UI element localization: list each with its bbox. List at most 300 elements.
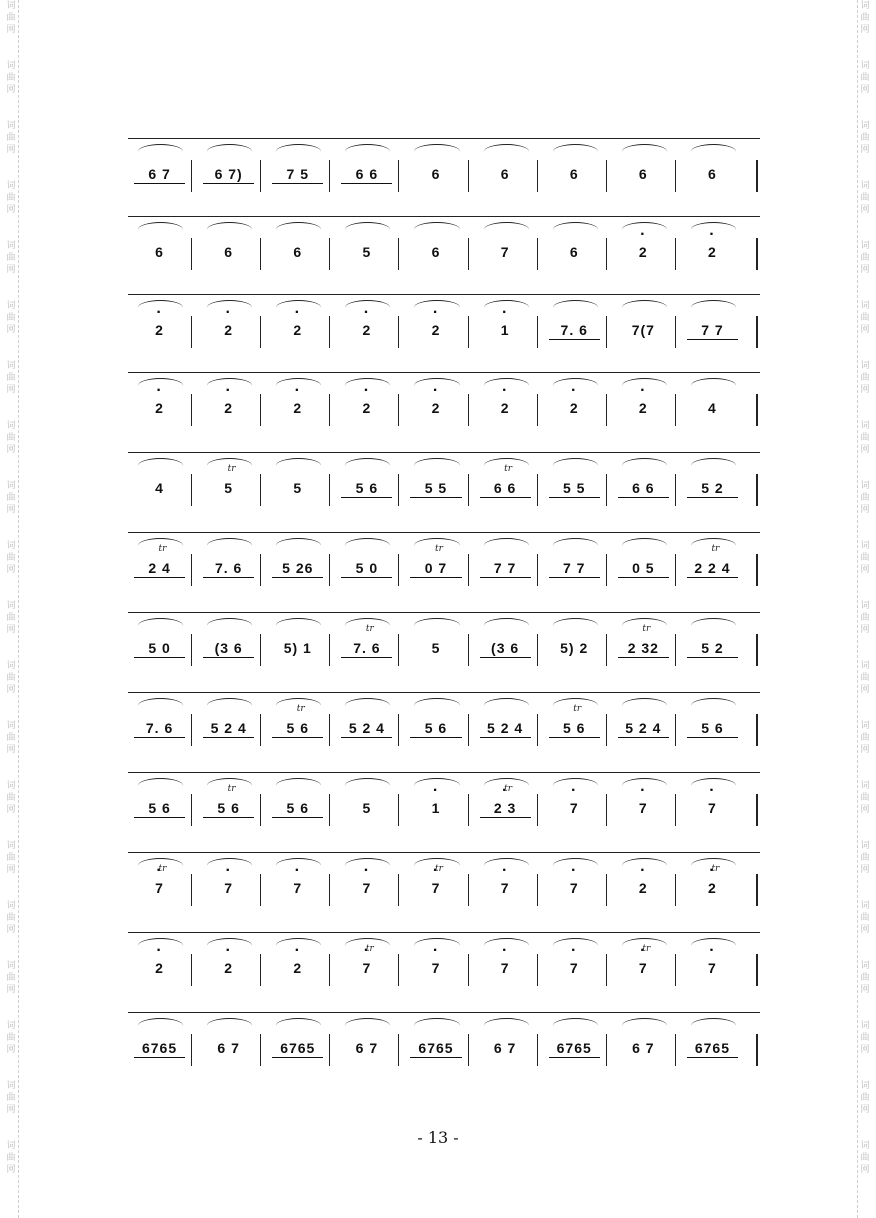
slur-mark — [553, 378, 598, 393]
note: · 2 — [339, 396, 394, 420]
trill-mark: tr — [227, 784, 236, 794]
watermark-text: 词 曲 网 — [860, 121, 870, 155]
slur-mark — [138, 300, 183, 315]
slur-mark — [622, 538, 667, 553]
end-barline — [756, 238, 758, 270]
barline — [468, 634, 469, 666]
slur-mark — [484, 144, 529, 159]
barline — [329, 714, 330, 746]
slur-mark — [414, 618, 459, 633]
slur-mark — [622, 858, 667, 873]
barline — [329, 474, 330, 506]
barline — [468, 554, 469, 586]
note: · 1 — [478, 318, 533, 342]
slur-mark — [414, 698, 459, 713]
note: 5 0 — [339, 556, 394, 580]
slur-mark — [553, 538, 598, 553]
slur-mark — [691, 222, 736, 237]
trill-mark: tr — [711, 864, 720, 874]
barline — [468, 394, 469, 426]
slur-mark — [207, 1018, 252, 1033]
staff-rule — [128, 138, 760, 139]
watermark-text: 词 曲 网 — [860, 301, 870, 335]
note: 5 2 — [685, 476, 740, 500]
barline — [675, 1034, 676, 1066]
barline — [260, 634, 261, 666]
slur-mark — [414, 1018, 459, 1033]
barline — [537, 714, 538, 746]
watermark-text: 词 曲 网 — [6, 301, 16, 335]
slur-mark — [207, 698, 252, 713]
barline — [675, 474, 676, 506]
note: 5 5 — [408, 476, 463, 500]
note: 5 26 — [270, 556, 325, 580]
note: 5 6 — [339, 476, 394, 500]
note: · 2 — [132, 318, 187, 342]
watermark-text: 词 曲 网 — [860, 1021, 870, 1055]
staff-rule — [128, 852, 760, 853]
watermark-text: 词 曲 网 — [860, 361, 870, 395]
watermark-text: 词 曲 网 — [6, 61, 16, 95]
watermark-text: 词 曲 网 — [860, 961, 870, 995]
watermark-text: 词 曲 网 — [860, 541, 870, 575]
barline — [606, 714, 607, 746]
barline — [398, 394, 399, 426]
slur-mark — [345, 144, 390, 159]
slur-mark — [207, 144, 252, 159]
barline — [191, 316, 192, 348]
slur-mark — [138, 378, 183, 393]
watermark-text: 词 曲 网 — [6, 541, 16, 575]
barline — [260, 238, 261, 270]
note: 6 7 — [217, 1040, 240, 1056]
slur-mark — [345, 378, 390, 393]
barline — [398, 160, 399, 192]
barline — [191, 1034, 192, 1066]
watermark-text: 词 曲 网 — [6, 601, 16, 635]
note: 5 6 — [547, 716, 602, 740]
barline — [675, 714, 676, 746]
barline — [675, 634, 676, 666]
barline — [468, 1034, 469, 1066]
barline — [329, 794, 330, 826]
slur-mark — [622, 378, 667, 393]
note: · 2 — [478, 396, 533, 420]
staff-line — [128, 446, 760, 520]
barline — [398, 714, 399, 746]
slur-mark — [138, 698, 183, 713]
slur-mark — [345, 1018, 390, 1033]
slur-mark — [553, 222, 598, 237]
note: 6 7 — [132, 162, 187, 186]
barline — [675, 238, 676, 270]
slur-mark — [553, 458, 598, 473]
slur-mark — [276, 1018, 321, 1033]
barline — [398, 554, 399, 586]
watermark-text: 词 曲 网 — [860, 721, 870, 755]
barline — [329, 954, 330, 986]
watermark-text: 词 曲 网 — [860, 421, 870, 455]
slur-mark — [414, 458, 459, 473]
note: 6 6 — [339, 162, 394, 186]
slur-mark — [414, 378, 459, 393]
slur-mark — [414, 778, 459, 793]
barline — [537, 874, 538, 906]
trill-mark: tr — [642, 944, 651, 954]
note: · 7 — [339, 956, 394, 980]
watermark-text: 词 曲 网 — [860, 181, 870, 215]
note: 5 6 — [408, 716, 463, 740]
end-barline — [756, 714, 758, 746]
barline — [260, 714, 261, 746]
note: 2 4 — [132, 556, 187, 580]
note: · 7 — [547, 876, 602, 900]
end-barline — [756, 160, 758, 192]
watermark-text: 词 曲 网 — [6, 901, 16, 935]
watermark-text: 词 曲 网 — [860, 61, 870, 95]
note: (3 6 — [478, 636, 533, 660]
watermark-text: 词 曲 网 — [6, 841, 16, 875]
note: 4 — [155, 480, 164, 496]
staff-rule — [128, 452, 760, 453]
note: · 2 — [201, 396, 256, 420]
slur-mark — [276, 378, 321, 393]
slur-mark — [138, 1018, 183, 1033]
slur-mark — [622, 698, 667, 713]
note: · 7 — [685, 956, 740, 980]
note: 6 — [155, 244, 164, 260]
note: 5 — [293, 480, 303, 496]
slur-mark — [138, 144, 183, 159]
barline — [398, 474, 399, 506]
barline — [260, 794, 261, 826]
barline — [606, 794, 607, 826]
note: 6765 — [270, 1036, 325, 1060]
staff-line — [128, 926, 760, 1000]
note: · 7 — [270, 876, 325, 900]
slur-mark — [345, 858, 390, 873]
barline — [675, 554, 676, 586]
barline — [537, 1034, 538, 1066]
note: 5 6 — [201, 796, 256, 820]
slur-mark — [484, 300, 529, 315]
staff-rule — [128, 216, 760, 217]
watermark-text: 词 曲 网 — [6, 421, 16, 455]
note: · 7 — [201, 876, 256, 900]
barline — [468, 160, 469, 192]
staff-rule — [128, 692, 760, 693]
barline — [537, 238, 538, 270]
trill-mark: tr — [435, 544, 443, 554]
watermark-text: 词 曲 网 — [860, 841, 870, 875]
barline — [329, 874, 330, 906]
trill-mark: tr — [435, 864, 443, 874]
note: · 2 — [547, 396, 602, 420]
barline — [537, 474, 538, 506]
note: 6765 — [685, 1036, 740, 1060]
slur-mark — [484, 538, 529, 553]
barline — [260, 316, 261, 348]
note: 5) 1 — [283, 640, 312, 656]
slur-mark — [207, 378, 252, 393]
watermark-text: 词 曲 网 — [6, 1021, 16, 1055]
barline — [260, 160, 261, 192]
barline — [191, 634, 192, 666]
watermark-text: 词 曲 网 — [6, 721, 16, 755]
end-barline — [756, 394, 758, 426]
slur-mark — [622, 778, 667, 793]
trill-mark: tr — [365, 624, 374, 634]
note: · 7 — [408, 876, 463, 900]
staff-rule — [128, 532, 760, 533]
barline — [675, 316, 676, 348]
page-number: - 13 - — [417, 1128, 459, 1147]
note: 5 2 4 — [478, 716, 533, 740]
watermark-text: 词 曲 网 — [860, 661, 870, 695]
slur-mark — [276, 144, 321, 159]
note: · 2 — [408, 318, 463, 342]
slur-mark — [276, 458, 321, 473]
watermark-text: 词 曲 网 — [6, 481, 16, 515]
watermark-text: 词 曲 网 — [860, 481, 870, 515]
note: 6 7 — [632, 1040, 655, 1056]
slur-mark — [207, 938, 252, 953]
note: · 7 — [339, 876, 394, 900]
end-barline — [756, 316, 758, 348]
barline — [191, 474, 192, 506]
slur-mark — [691, 618, 736, 633]
trill-mark: tr — [573, 704, 582, 714]
barline — [468, 714, 469, 746]
slur-mark — [138, 778, 183, 793]
note: 6 6 — [616, 476, 671, 500]
note: · 2 3 — [478, 796, 533, 820]
barline — [606, 634, 607, 666]
staff-line — [128, 606, 760, 680]
barline — [398, 874, 399, 906]
trill-mark: tr — [711, 544, 720, 554]
note: 0 5 — [616, 556, 671, 580]
note: 5) 2 — [560, 640, 589, 656]
slur-mark — [276, 778, 321, 793]
note: · 2 — [270, 318, 325, 342]
end-barline — [756, 554, 758, 586]
note: 5 5 — [547, 476, 602, 500]
note: 7. 6 — [547, 318, 602, 342]
slur-mark — [207, 222, 252, 237]
note: · 2 — [685, 240, 740, 264]
trill-mark: tr — [504, 464, 513, 474]
slur-mark — [345, 778, 390, 793]
note: 6 — [500, 166, 510, 182]
staff-line — [128, 288, 760, 362]
note: · 2 — [339, 318, 394, 342]
slur-mark — [484, 1018, 529, 1033]
note: 5 6 — [685, 716, 740, 740]
staff-line — [128, 132, 760, 206]
note: 7 7 — [685, 318, 740, 342]
slur-mark — [691, 458, 736, 473]
barline — [398, 954, 399, 986]
note: · 7 — [478, 956, 533, 980]
barline — [468, 874, 469, 906]
note: · 2 — [270, 956, 325, 980]
note: 5 6 — [270, 716, 325, 740]
barline — [191, 238, 192, 270]
note: · 1 — [408, 796, 463, 820]
barline — [675, 160, 676, 192]
end-barline — [756, 794, 758, 826]
barline — [191, 394, 192, 426]
slur-mark — [484, 938, 529, 953]
watermark-text: 词 曲 网 — [860, 1, 870, 35]
note: · 7 — [616, 796, 671, 820]
staff-rule — [128, 372, 760, 373]
barline — [329, 316, 330, 348]
slur-mark — [553, 1018, 598, 1033]
slur-mark — [414, 222, 459, 237]
barline — [468, 316, 469, 348]
slur-mark — [276, 538, 321, 553]
note: 7 5 — [270, 162, 325, 186]
note: · 7 — [547, 956, 602, 980]
watermark-right — [857, 0, 872, 1218]
barline — [329, 394, 330, 426]
barline — [260, 1034, 261, 1066]
note: 5 2 4 — [201, 716, 256, 740]
note: 6 — [431, 166, 441, 182]
slur-mark — [414, 300, 459, 315]
note: 6765 — [132, 1036, 187, 1060]
slur-mark — [207, 538, 252, 553]
barline — [398, 634, 399, 666]
barline — [537, 394, 538, 426]
note: · 2 — [685, 876, 740, 900]
barline — [468, 474, 469, 506]
slur-mark — [484, 618, 529, 633]
barline — [398, 238, 399, 270]
note: · 2 — [132, 396, 187, 420]
barline — [606, 160, 607, 192]
slur-mark — [553, 144, 598, 159]
barline — [606, 394, 607, 426]
staff-rule — [128, 772, 760, 773]
note: 6 7) — [201, 162, 256, 186]
slur-mark — [691, 938, 736, 953]
slur-mark — [691, 1018, 736, 1033]
slur-mark — [345, 300, 390, 315]
staff-line — [128, 766, 760, 840]
note: 7. 6 — [132, 716, 187, 740]
note: 6 7 — [493, 1040, 517, 1056]
slur-mark — [207, 858, 252, 873]
barline — [329, 160, 330, 192]
end-barline — [756, 634, 758, 666]
barline — [606, 874, 607, 906]
trill-mark: tr — [227, 464, 236, 474]
watermark-text: 词 曲 网 — [6, 1081, 16, 1115]
watermark-text: 词 曲 网 — [6, 781, 16, 815]
slur-mark — [276, 618, 321, 633]
barline — [329, 634, 330, 666]
note: · 2 — [616, 396, 671, 420]
slur-mark — [414, 144, 459, 159]
barline — [675, 394, 676, 426]
note: 5 2 4 — [616, 716, 671, 740]
slur-mark — [345, 458, 390, 473]
staff-line — [128, 366, 760, 440]
trill-mark: tr — [158, 864, 167, 874]
note: 4 — [708, 400, 717, 416]
barline — [537, 316, 538, 348]
note: 5 6 — [132, 796, 187, 820]
barline — [398, 794, 399, 826]
note: · 7 — [408, 956, 463, 980]
note: 5 6 — [270, 796, 325, 820]
barline — [468, 954, 469, 986]
note: 0 7 — [408, 556, 463, 580]
note: · 7 — [685, 796, 740, 820]
slur-mark — [484, 378, 529, 393]
note: 6765 — [547, 1036, 602, 1060]
slur-mark — [622, 222, 667, 237]
barline — [468, 238, 469, 270]
trill-mark: tr — [365, 944, 374, 954]
staff-line — [128, 210, 760, 284]
slur-mark — [553, 778, 598, 793]
barline — [606, 238, 607, 270]
note: · 2 — [132, 956, 187, 980]
staff-rule — [128, 1012, 760, 1013]
watermark-text: 词 曲 网 — [860, 601, 870, 635]
end-barline — [756, 954, 758, 986]
barline — [191, 874, 192, 906]
staff-line — [128, 526, 760, 600]
note: 6 — [224, 244, 234, 260]
slur-mark — [553, 858, 598, 873]
trill-mark: tr — [504, 784, 513, 794]
slur-mark — [553, 300, 598, 315]
slur-mark — [691, 378, 736, 393]
watermark-text: 词 曲 网 — [860, 1141, 870, 1175]
barline — [537, 794, 538, 826]
trill-mark: tr — [158, 544, 167, 554]
slur-mark — [276, 858, 321, 873]
watermark-text: 词 曲 网 — [860, 241, 870, 275]
barline — [537, 554, 538, 586]
barline — [329, 238, 330, 270]
barline — [606, 316, 607, 348]
barline — [329, 1034, 330, 1066]
barline — [260, 554, 261, 586]
barline — [398, 316, 399, 348]
barline — [537, 634, 538, 666]
watermark-text: 词 曲 网 — [6, 241, 16, 275]
watermark-text: 词 曲 网 — [6, 1141, 16, 1175]
slur-mark — [553, 938, 598, 953]
slur-mark — [138, 222, 183, 237]
slur-mark — [138, 458, 183, 473]
note: 5 2 4 — [339, 716, 394, 740]
barline — [329, 554, 330, 586]
watermark-text: 词 曲 网 — [6, 121, 16, 155]
watermark-text: 词 曲 网 — [860, 1081, 870, 1115]
barline — [260, 874, 261, 906]
barline — [260, 474, 261, 506]
slur-mark — [484, 858, 529, 873]
watermark-text: 词 曲 网 — [860, 901, 870, 935]
barline — [191, 714, 192, 746]
